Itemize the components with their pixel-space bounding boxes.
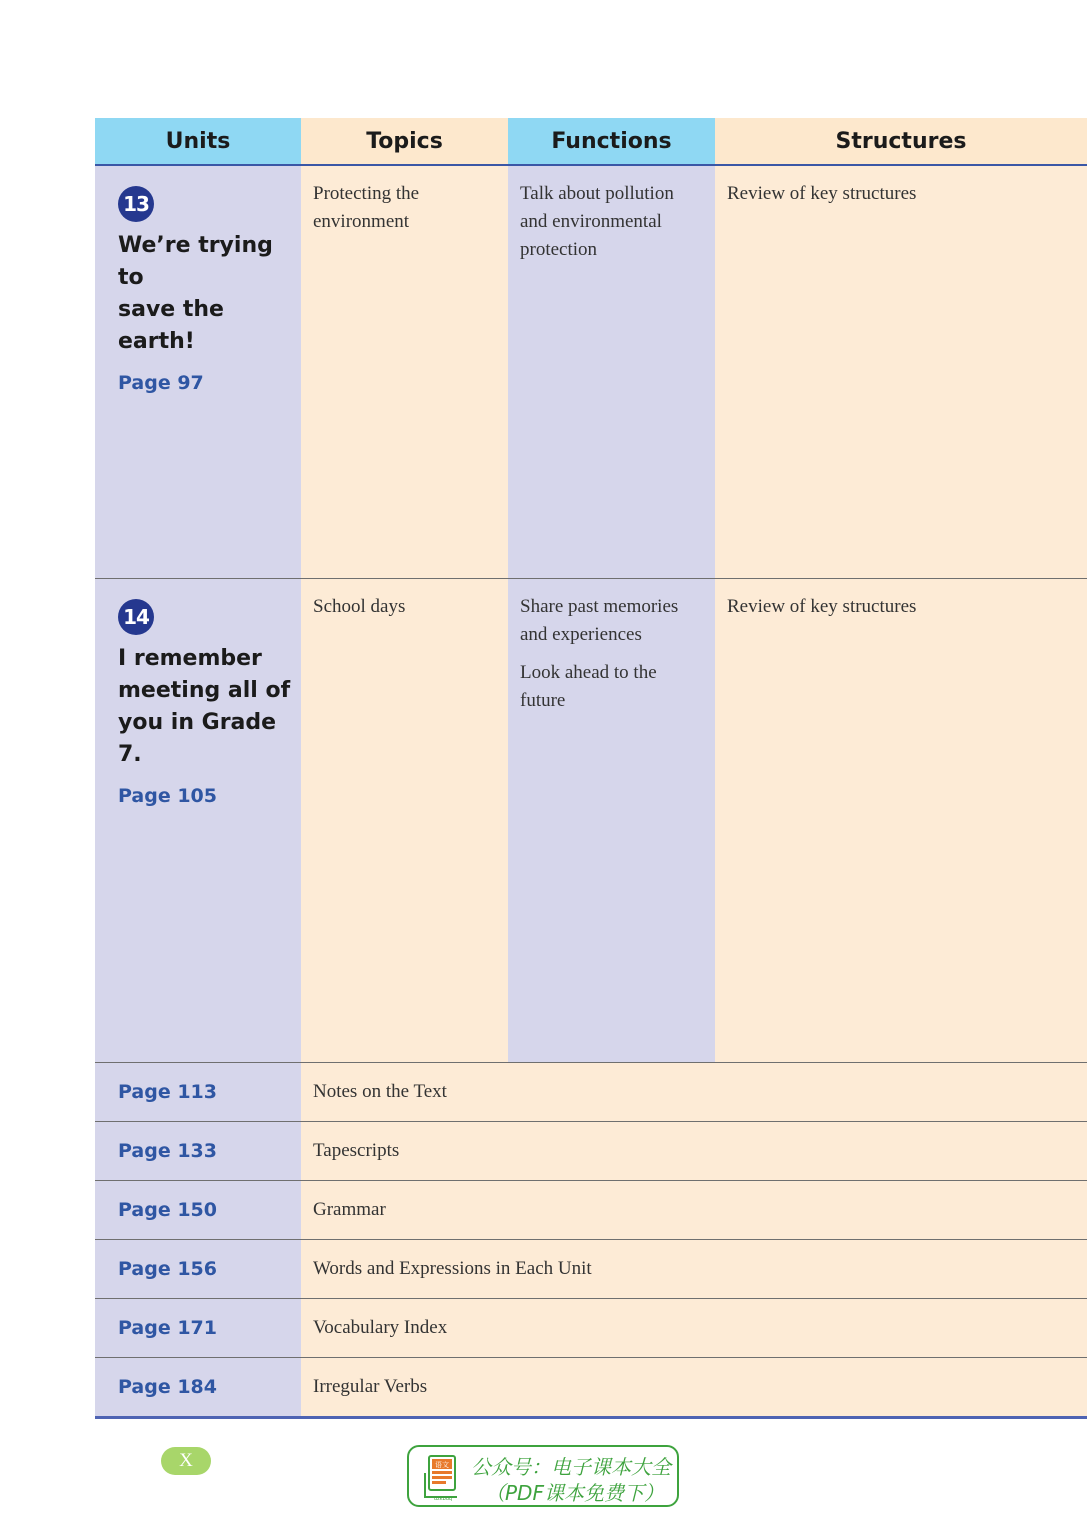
stamp-text-line1: 公众号：电子课本大全	[471, 1455, 671, 1479]
table-bottom-border	[95, 1416, 1087, 1419]
function-line: and experiences	[520, 624, 642, 645]
unit-13-cell	[95, 166, 301, 578]
appendix-label: Words and Expressions in Each Unit	[301, 1240, 1087, 1298]
function-line: future	[520, 690, 566, 711]
unit-page-link[interactable]: Page 97	[118, 372, 204, 394]
appendix-page[interactable]: Page 171	[95, 1299, 301, 1357]
watermark-stamp	[407, 1445, 679, 1507]
function-line: Share past memories	[520, 596, 679, 617]
function-line: protection	[520, 239, 598, 260]
unit-title-line: We’re trying to	[118, 233, 273, 290]
appendix-label: Notes on the Text	[301, 1063, 1087, 1121]
unit-page-link[interactable]: Page 105	[118, 785, 217, 807]
function-line: Talk about pollution	[520, 183, 674, 204]
header-functions: Functions	[508, 118, 715, 164]
appendix-page[interactable]: Page 184	[95, 1358, 301, 1416]
appendix-page[interactable]: Page 113	[95, 1063, 301, 1121]
unit-title-line: meeting all of	[118, 678, 291, 703]
unit-title-line: I remember	[118, 646, 262, 671]
header-units: Units	[95, 118, 301, 164]
book-icon-caption: dzkbdq	[433, 1496, 453, 1501]
appendix-row[interactable]	[95, 1181, 1087, 1240]
topic-line: School days	[313, 596, 406, 617]
unit-14-cell	[95, 579, 301, 1062]
book-icon-label: 语文	[435, 1461, 449, 1469]
unit-number-badge: 13	[118, 186, 154, 222]
unit-title-line: save the earth!	[118, 297, 224, 354]
appendix-page[interactable]: Page 156	[95, 1240, 301, 1298]
unit-title[interactable]	[118, 643, 301, 771]
appendix-row[interactable]	[95, 1063, 1087, 1122]
structure-line: Review of key structures	[727, 183, 917, 204]
unit-number-badge: 14	[118, 599, 154, 635]
unit-14-structures	[715, 579, 1087, 1062]
unit-13-topics	[301, 166, 508, 578]
unit-title[interactable]	[118, 230, 301, 358]
header-structures: Structures	[715, 118, 1087, 164]
unit-13-structures	[715, 166, 1087, 578]
appendix-row[interactable]	[95, 1122, 1087, 1181]
function-line: Look ahead to the	[520, 662, 657, 683]
appendix-label: Vocabulary Index	[301, 1299, 1087, 1357]
unit-13-functions	[508, 166, 715, 578]
appendix-row[interactable]	[95, 1358, 1087, 1417]
stamp-text-line2: （PDF课本免费下）	[485, 1481, 664, 1505]
appendix-row[interactable]	[95, 1240, 1087, 1299]
unit-title-line: you in Grade 7.	[118, 710, 277, 767]
appendix-label: Grammar	[301, 1181, 1087, 1239]
structure-line: Review of key structures	[727, 596, 917, 617]
topic-line: environment	[313, 211, 410, 232]
header-topics: Topics	[301, 118, 508, 164]
unit-14-topics	[301, 579, 508, 1062]
appendix-page[interactable]: Page 133	[95, 1122, 301, 1180]
appendix-row[interactable]	[95, 1299, 1087, 1358]
book-icon	[421, 1453, 461, 1501]
function-line: and environmental	[520, 211, 662, 232]
page-number-badge: X	[161, 1447, 211, 1475]
appendix-page[interactable]: Page 150	[95, 1181, 301, 1239]
topic-line: Protecting the	[313, 183, 420, 204]
appendix-label: Irregular Verbs	[301, 1358, 1087, 1416]
unit-14-functions	[508, 579, 715, 1062]
appendix-label: Tapescripts	[301, 1122, 1087, 1180]
